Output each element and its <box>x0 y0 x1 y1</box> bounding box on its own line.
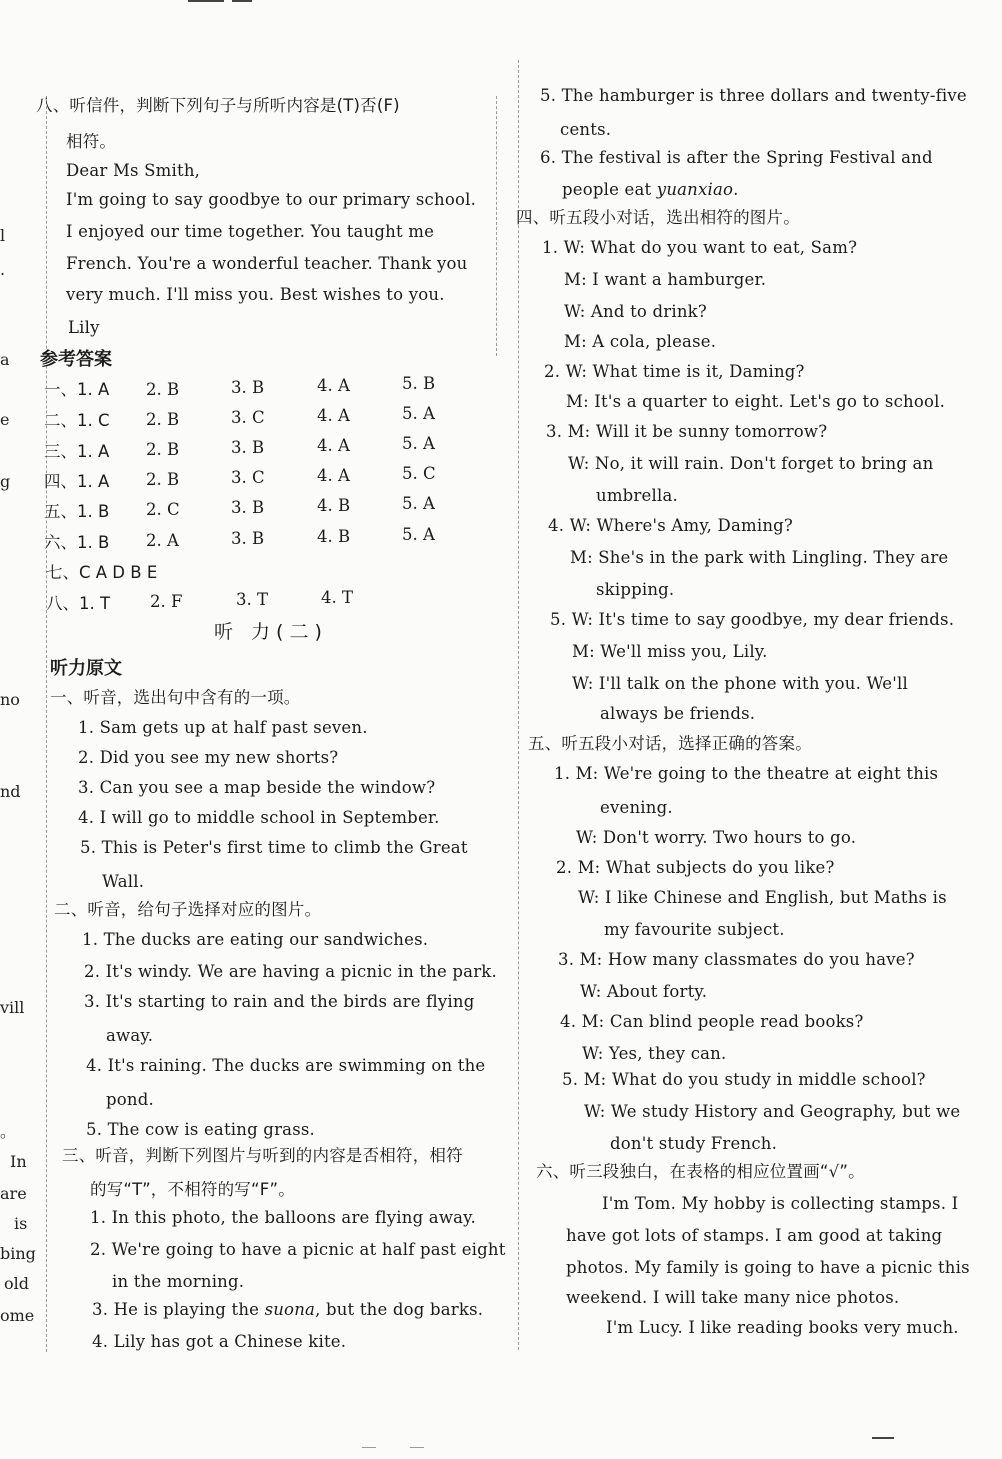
edge-fragment: In <box>10 1152 27 1171</box>
dialogue-line: 4. W: Where's Amy, Daming? <box>548 516 793 535</box>
dialogue-line-cont: my favourite subject. <box>604 920 785 939</box>
answer-cell: 3. C <box>231 408 265 427</box>
question-text: people eat <box>562 180 657 199</box>
question-line-cont: pond. <box>106 1090 154 1109</box>
section-heading: 六、听三段独白，在表格的相应位置画“√”。 <box>536 1162 865 1181</box>
right-column <box>516 0 1002 1459</box>
dialogue-line-cont: don't study French. <box>610 1134 778 1153</box>
answer-cell: 5. A <box>402 494 435 513</box>
answer-cell: 3. B <box>231 529 265 548</box>
answer-cell: 2. B <box>146 470 180 489</box>
answer-cell: 四、1. A <box>44 472 110 491</box>
dialogue-line-cont: umbrella. <box>596 486 678 505</box>
answer-cell: 一、1. A <box>44 380 110 399</box>
question-line: 6. The festival is after the Spring Festival and <box>540 148 933 167</box>
answer-cell: 3. B <box>231 498 265 517</box>
question-italic-word: yuanxiao <box>656 180 734 199</box>
answer-cell: 3. B <box>231 378 265 397</box>
question-text: 3. He is playing the <box>92 1300 265 1319</box>
answer-cell: 4. A <box>317 466 350 485</box>
dialogue-line: 1. W: What do you want to eat, Sam? <box>542 238 858 257</box>
answer-cell: 4. A <box>317 376 350 395</box>
dialogue-line: W: I'll talk on the phone with you. We'll <box>572 674 908 693</box>
answer-key-title: 参考答案 <box>40 349 112 370</box>
answer-cell: 2. A <box>146 531 179 550</box>
edge-fragment: e <box>0 410 10 429</box>
dialogue-line: 2. W: What time is it, Daming? <box>544 362 805 381</box>
question-line: 3. It's starting to rain and the birds are flying <box>84 992 475 1011</box>
letter-line: I'm going to say goodbye to our primary school. <box>66 190 477 209</box>
dialogue-line: M: It's a quarter to eight. Let's go to school. <box>566 392 946 411</box>
question-line-cont: Wall. <box>102 872 145 891</box>
answer-cell: 4. T <box>321 588 353 607</box>
dialogue-line: 3. M: How many classmates do you have? <box>558 950 915 969</box>
answer-cell: 三、1. A <box>44 442 110 461</box>
dialogue-line: 2. M: What subjects do you like? <box>556 858 835 877</box>
listening-2-title: 听 力(二) <box>214 621 328 643</box>
section-heading: 四、听五段小对话，选出相符的图片。 <box>516 208 800 227</box>
dialogue-line: M: She's in the park with Lingling. They are <box>570 548 949 567</box>
dialogue-line: W: I like Chinese and English, but Maths is <box>578 888 947 907</box>
dialogue-line: 1. M: We're going to the theatre at eight this <box>554 764 939 783</box>
question-line: 2. Did you see my new shorts? <box>78 748 339 767</box>
edge-fragment: g <box>0 472 11 491</box>
answer-cell: 3. C <box>231 468 265 487</box>
monologue-line: weekend. I will take many nice photos. <box>566 1288 900 1307</box>
letter-line: French. You're a wonderful teacher. Thank you <box>66 254 468 273</box>
question-line <box>92 1300 483 1320</box>
edge-fragment: ome <box>0 1306 35 1325</box>
answer-cell: 六、1. B <box>44 533 110 552</box>
edge-fragment: . <box>0 260 6 279</box>
question-line: 5. This is Peter's first time to climb the Great <box>80 838 468 857</box>
question-line: 5. The hamburger is three dollars and twenty-five <box>540 86 967 105</box>
question-italic-word: suona <box>264 1300 316 1319</box>
question-line: 1. Sam gets up at half past seven. <box>78 718 368 737</box>
answer-cell: 八、1. T <box>46 594 111 613</box>
dialogue-line-cont: evening. <box>600 798 673 817</box>
question-line-cont: away. <box>106 1026 154 1045</box>
edge-fragment: bing <box>0 1244 36 1263</box>
dialogue-line: 4. M: Can blind people read books? <box>560 1012 864 1031</box>
dialogue-line: W: About forty. <box>580 982 708 1001</box>
question-line: 4. Lily has got a Chinese kite. <box>92 1332 347 1351</box>
edge-fragment: a <box>0 350 10 369</box>
dialogue-line: 3. M: Will it be sunny tomorrow? <box>546 422 828 441</box>
answer-row: 七、C A D B E <box>46 563 158 582</box>
section-heading: 八、听信件，判断下列句子与所听内容是(T)否(F) <box>36 96 400 115</box>
answer-cell: 4. B <box>317 527 351 546</box>
dialogue-line: 5. W: It's time to say goodbye, my dear friends. <box>550 610 955 629</box>
answer-cell: 4. A <box>317 436 350 455</box>
edge-fragment: is <box>14 1214 28 1233</box>
edge-fragment: nd <box>0 782 21 801</box>
answer-cell: 3. B <box>231 438 265 457</box>
section-heading: 二、听音，给句子选择对应的图片。 <box>54 900 322 919</box>
dialogue-line: W: We study History and Geography, but we <box>584 1102 961 1121</box>
answer-cell: 4. B <box>317 496 351 515</box>
dialogue-line: W: And to drink? <box>564 302 707 321</box>
answer-cell: 二、1. C <box>44 411 110 430</box>
letter-line: I enjoyed our time together. You taught me <box>66 222 435 241</box>
answer-cell: 5. A <box>402 404 435 423</box>
transcript-subtitle: 听力原文 <box>50 658 122 679</box>
question-line: 2. It's windy. We are having a picnic in the park. <box>84 962 497 981</box>
answer-cell: 5. A <box>402 525 435 544</box>
dialogue-line: M: I want a hamburger. <box>564 270 767 289</box>
answer-cell: 2. B <box>146 440 180 459</box>
monologue-line: I'm Lucy. I like reading books very much. <box>606 1318 959 1337</box>
dialogue-line: W: Don't worry. Two hours to go. <box>576 828 857 847</box>
section-heading: 三、听音，判断下列图片与听到的内容是否相符，相符 <box>62 1146 463 1165</box>
answer-cell: 4. A <box>317 406 350 425</box>
dialogue-line: W: No, it will rain. Don't forget to bring an <box>568 454 934 473</box>
question-text: . <box>733 180 739 199</box>
question-line: 2. We're going to have a picnic at half past eight <box>90 1240 506 1259</box>
dialogue-line-cont: skipping. <box>596 580 675 599</box>
letter-line: very much. I'll miss you. Best wishes to you. <box>66 285 445 304</box>
section-heading: 五、听五段小对话，选择正确的答案。 <box>528 734 812 753</box>
dialogue-line: M: A cola, please. <box>564 332 717 351</box>
monologue-line: photos. My family is going to have a picnic this <box>566 1258 970 1277</box>
question-line: 1. In this photo, the balloons are flying away. <box>90 1208 476 1227</box>
monologue-line: have got lots of stamps. I am good at taking <box>566 1226 943 1245</box>
edge-fragment: vill <box>0 998 25 1017</box>
edge-fragment: 。 <box>0 1122 17 1141</box>
dialogue-line-cont: always be friends. <box>600 704 756 723</box>
dialogue-line: W: Yes, they can. <box>582 1044 727 1063</box>
section-heading-cont: 相符。 <box>66 132 117 151</box>
question-line-cont <box>562 180 739 200</box>
section-heading: 一、听音，选出句中含有的一项。 <box>50 688 301 707</box>
edge-fragment: are <box>0 1184 27 1203</box>
section-heading-cont: 的写“T”，不相符的写“F”。 <box>90 1180 295 1199</box>
answer-cell: 5. A <box>402 434 435 453</box>
answer-cell: 2. B <box>146 410 180 429</box>
answer-cell: 2. F <box>150 592 183 611</box>
answer-cell: 5. C <box>402 464 436 483</box>
edge-fragment: l <box>0 226 6 245</box>
dialogue-line: M: We'll miss you, Lily. <box>572 642 768 661</box>
letter-signature: Lily <box>68 318 100 337</box>
answer-cell: 2. B <box>146 380 180 399</box>
question-line-cont: in the morning. <box>112 1272 245 1291</box>
question-text: , but the dog barks. <box>315 1300 484 1319</box>
edge-fragment: old <box>4 1274 29 1293</box>
monologue-line: I'm Tom. My hobby is collecting stamps. I <box>602 1194 959 1213</box>
edge-fragment: no <box>0 690 20 709</box>
letter-greeting: Dear Ms Smith, <box>66 161 201 180</box>
question-line: 3. Can you see a map beside the window? <box>78 778 436 797</box>
answer-cell: 2. C <box>146 500 180 519</box>
question-line-cont: cents. <box>560 120 612 139</box>
answer-cell: 5. B <box>402 374 436 393</box>
question-line: 5. The cow is eating grass. <box>86 1120 315 1139</box>
dialogue-line: 5. M: What do you study in middle school? <box>562 1070 926 1089</box>
question-line: 4. I will go to middle school in September. <box>78 808 440 827</box>
question-line: 4. It's raining. The ducks are swimming on the <box>86 1056 486 1075</box>
answer-cell: 3. T <box>236 590 268 609</box>
question-line: 1. The ducks are eating our sandwiches. <box>82 930 429 949</box>
answer-cell: 五、1. B <box>44 502 110 521</box>
